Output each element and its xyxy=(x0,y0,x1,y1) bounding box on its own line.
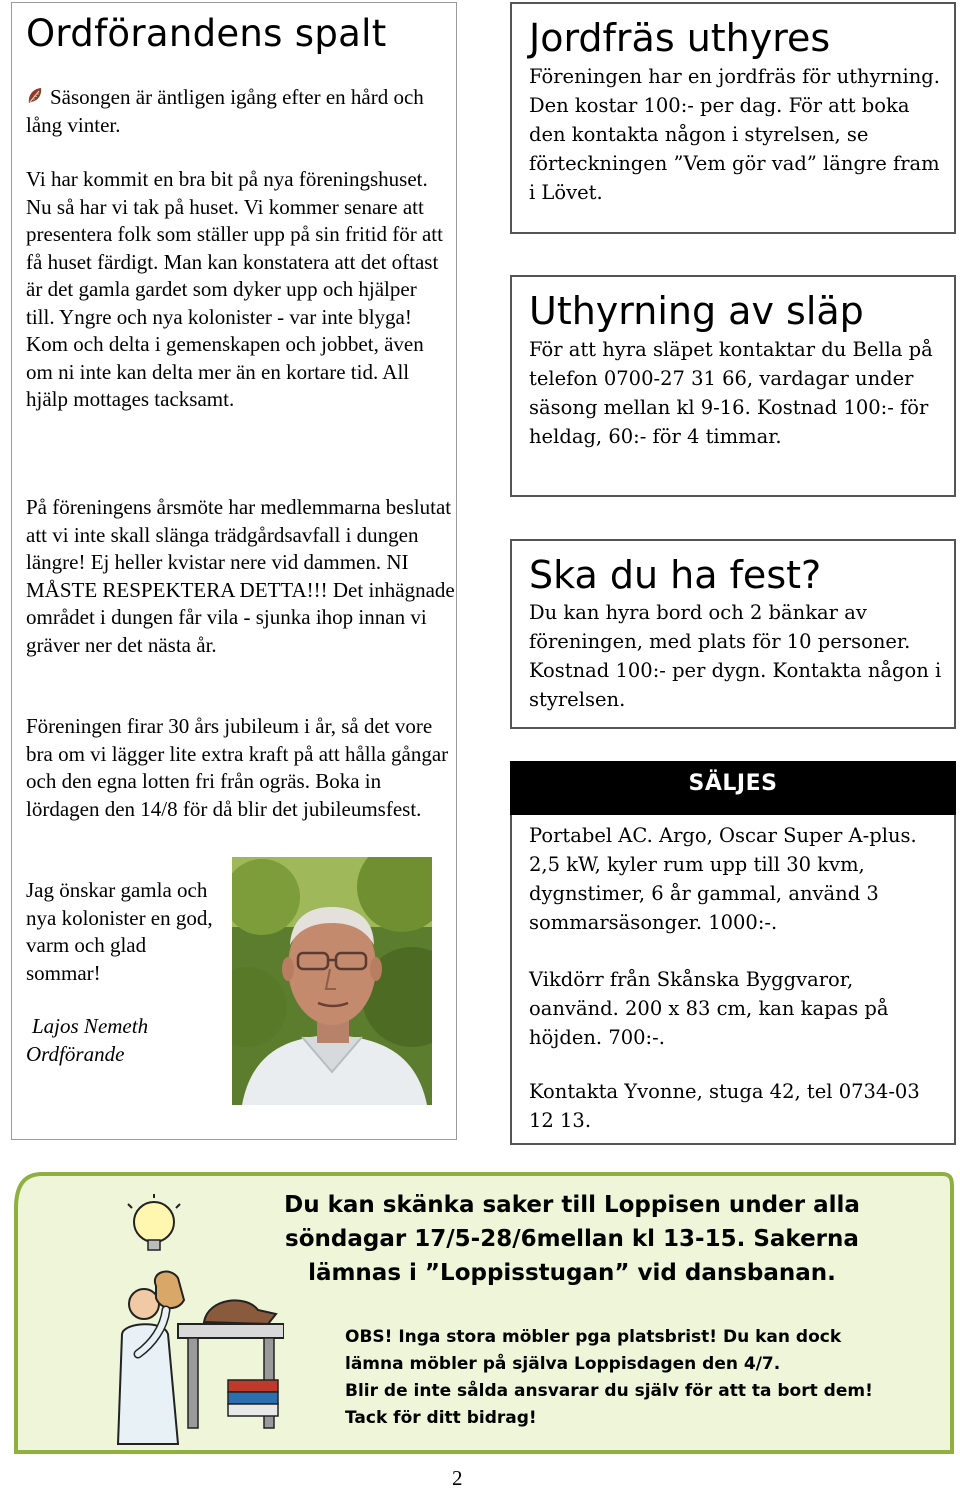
flea-market-notice xyxy=(345,1324,945,1432)
tiller-rental-box xyxy=(510,2,956,234)
leaf-icon xyxy=(26,86,46,106)
for-sale-heading: SÄLJES xyxy=(510,761,956,815)
for-sale-item-ac: Portabel AC. Argo, Oscar Super A-plus. 2,5 kW, kyler rum upp till 30 kvm, dygnstimer, 6 år gammal, använd 3 sommarsäsonger. 1000:-. xyxy=(529,824,917,934)
notice-line-3: Blir de inte sålda ansvarar du själv för att ta bort dem! xyxy=(345,1381,873,1401)
signature xyxy=(26,1013,148,1068)
notice-line-2: lämna möbler på själva Loppisdagen den 4/7. xyxy=(345,1354,781,1374)
notice-line-1: OBS! Inga stora möbler pga platsbrist! Du kan dock xyxy=(345,1327,842,1347)
party-rental-text: Du kan hyra bord och 2 bänkar av föreningen, med plats för 10 personer. Kostnad 100:- per dygn. Kontakta någon i styrelsen. xyxy=(529,601,942,711)
chairman-photo xyxy=(232,857,432,1105)
signature-role: Ordförande xyxy=(26,1041,125,1066)
for-sale-contact: Kontakta Yvonne, stuga 42, tel 0734-03 12 13. xyxy=(529,1080,920,1132)
jubilee-paragraph: Föreningen firar 30 års jubileum i år, så det vore bra om vi lägger lite extra kraft på att hålla gångar och den egna lotten fri från ogräs. Boka in lördagen den 14/8 för då blir det jubileumsfest. xyxy=(26,714,449,821)
summer-wish-paragraph: Jag önskar gamla och nya kolonister en god, varm och glad sommar! xyxy=(26,878,213,985)
intro-text: Säsongen är äntligen igång efter en hård och lång vinter. xyxy=(26,85,424,137)
intro-paragraph xyxy=(26,84,446,139)
trailer-rental-box xyxy=(510,275,956,497)
signature-name: Lajos Nemeth xyxy=(32,1014,149,1038)
scientist-illustration xyxy=(108,1194,284,1448)
building-paragraph: Vi har kommit en bra bit på nya föreningshuset. Nu så har vi tak på huset. Vi kommer senare att presentera folk som ställer upp på sin fritid för att få huset färdigt. Man kan konstatera att det oftast är det gamla gardet som dyker upp och hjälper till. Yngre och nya kolonister - var inte blyga! Kom och delta i gemenskapen och jobbet, även om ni inte kan delta mer än en kortare tid. All hjälp mottages tacksamt. xyxy=(26,167,443,411)
chairman-column-title: Ordförandens spalt xyxy=(26,12,387,55)
garden-waste-paragraph: På föreningens årsmöte har medlemmarna beslutat att vi inte skall slänga trädgårdsavfall i dungen längre! Ej heller kvistar nere vid dammen. NI MÅSTE RESPEKTERA DETTA!!! Det inhägnade området i dungen får vila - sjunka ihop innan vi gräver ner det nästa år. xyxy=(26,495,455,657)
trailer-rental-title: Uthyrning av släp xyxy=(529,289,864,333)
flea-market-headline: Du kan skänka saker till Loppisen under alla söndagar 17/5-28/6mellan kl 13-15. Sakerna lämnas i ”Loppisstugan” vid dansbanan. xyxy=(284,1192,860,1286)
tiller-rental-text: Föreningen har en jordfräs för uthyrning. Den kostar 100:- per dag. För att boka den kontakta någon i styrelsen, se förteckningen ”Vem gör vad” längre fram i Lövet. xyxy=(529,65,940,204)
for-sale-box xyxy=(510,815,956,1145)
party-rental-title: Ska du ha fest? xyxy=(529,553,822,597)
trailer-rental-text: För att hyra släpet kontaktar du Bella på telefon 0700-27 31 66, vardagar under säsong mellan kl 9-16. Kostnad 100:- för heldag, 60:- för 4 timmar. xyxy=(529,338,933,448)
page-number: 2 xyxy=(452,1466,463,1490)
for-sale-item-door: Vikdörr från Skånska Byggvaror, oanvänd. 200 x 83 cm, kan kapas på höjden. 700:-. xyxy=(529,968,889,1049)
tiller-rental-title: Jordfräs uthyres xyxy=(529,16,831,60)
party-rental-box xyxy=(510,539,956,729)
notice-line-4: Tack för ditt bidrag! xyxy=(345,1408,537,1428)
